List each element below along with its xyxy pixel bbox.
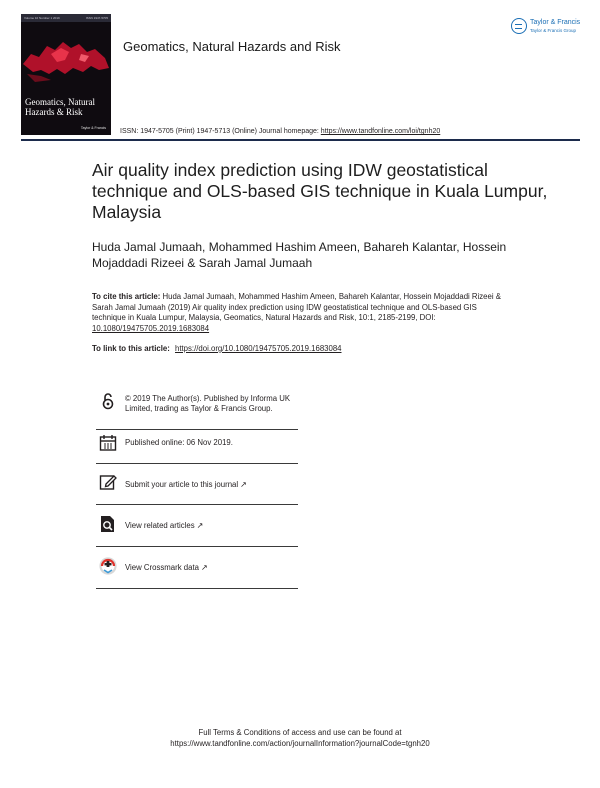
publisher-logo[interactable] bbox=[511, 16, 583, 38]
crossmark-row[interactable] bbox=[96, 547, 298, 589]
license-text: © 2019 The Author(s). Published by Informa UK Limited, trading as Taylor & Francis Group. bbox=[125, 394, 291, 413]
open-access-lock-icon bbox=[99, 392, 117, 410]
related-articles-row[interactable] bbox=[96, 505, 298, 547]
published-date: Published online: 06 Nov 2019. bbox=[125, 438, 233, 447]
related-articles-label: View related articles bbox=[125, 521, 195, 530]
cover-map-graphic bbox=[21, 24, 111, 94]
external-link-icon: ↗ bbox=[196, 521, 204, 530]
article-doi-url[interactable]: https://doi.org/10.1080/19475705.2019.1683084 bbox=[175, 344, 342, 353]
article-title: Air quality index prediction using IDW geostatistical technique and OLS-based GIS technique in Kuala Lumpur, Malaysia bbox=[92, 160, 548, 222]
citation-block bbox=[92, 292, 502, 334]
related-articles-link[interactable] bbox=[125, 521, 203, 531]
article-link-label: To link to this article: bbox=[92, 344, 170, 353]
external-link-icon: ↗ bbox=[200, 563, 208, 572]
citation-text: Huda Jamal Jumaah, Mohammed Hashim Ameen, Bahareh Kalantar, Hossein Mojaddadi Rizeei & Sarah Jamal Jumaah (2019) Air quality index prediction using IDW geostatistical technique and OLS-based GIS technique in Kuala Lumpur, Malaysia, Geomatics, Natural Hazards and Risk, 10:1, 2185-2199, DOI: bbox=[92, 292, 501, 323]
article-link-line bbox=[92, 344, 342, 353]
issn-line bbox=[120, 128, 440, 135]
submit-article-link[interactable] bbox=[125, 480, 247, 490]
issn-text: ISSN: 1947-5705 (Print) 1947-5713 (Online) Journal homepage: bbox=[120, 128, 319, 135]
cover-top-band bbox=[21, 14, 111, 22]
journal-title: Geomatics, Natural Hazards and Risk bbox=[123, 39, 341, 54]
calendar-icon bbox=[99, 434, 117, 452]
published-row bbox=[96, 430, 298, 464]
journal-cover bbox=[21, 14, 111, 135]
header-divider bbox=[21, 139, 580, 141]
crossmark-link[interactable] bbox=[125, 563, 208, 573]
journal-homepage-link[interactable]: https://www.tandfonline.com/loi/tgnh20 bbox=[320, 128, 441, 135]
submit-article-row[interactable] bbox=[96, 464, 298, 505]
submit-article-label: Submit your article to this journal bbox=[125, 480, 239, 489]
terms-footer-url[interactable]: https://www.tandfonline.com/action/journalInformation?journalCode=tgnh20 bbox=[170, 738, 430, 748]
article-authors: Huda Jamal Jumaah, Mohammed Hashim Ameen, Bahareh Kalantar, Hossein Mojaddadi Rizeei & Sarah Jamal Jumaah bbox=[92, 240, 507, 270]
terms-footer bbox=[0, 728, 600, 749]
cover-volume: Volume 10 Number 1 2019 bbox=[24, 16, 60, 20]
citation-doi-link[interactable]: 10.1080/19475705.2019.1683084 bbox=[92, 323, 210, 333]
crossmark-label: View Crossmark data bbox=[125, 563, 199, 572]
publisher-logo-name: Taylor & Francis bbox=[530, 19, 581, 26]
related-articles-search-icon bbox=[99, 515, 117, 533]
publisher-logo-icon bbox=[511, 18, 527, 34]
external-link-icon: ↗ bbox=[240, 480, 247, 489]
license-row bbox=[96, 386, 298, 430]
crossmark-icon bbox=[99, 557, 117, 575]
publisher-logo-sub: Taylor & Francis Group bbox=[530, 28, 577, 33]
terms-footer-text: Full Terms & Conditions of access and use can be found at bbox=[198, 728, 402, 737]
cover-title: Geomatics, Natural Hazards & Risk bbox=[25, 97, 95, 117]
cover-publisher-mark: Taylor & Francis bbox=[80, 126, 106, 130]
cover-issn: ISSN 1947-5705 bbox=[85, 16, 108, 20]
edit-pencil-icon bbox=[99, 473, 117, 491]
citation-label: To cite this article: bbox=[92, 292, 161, 301]
